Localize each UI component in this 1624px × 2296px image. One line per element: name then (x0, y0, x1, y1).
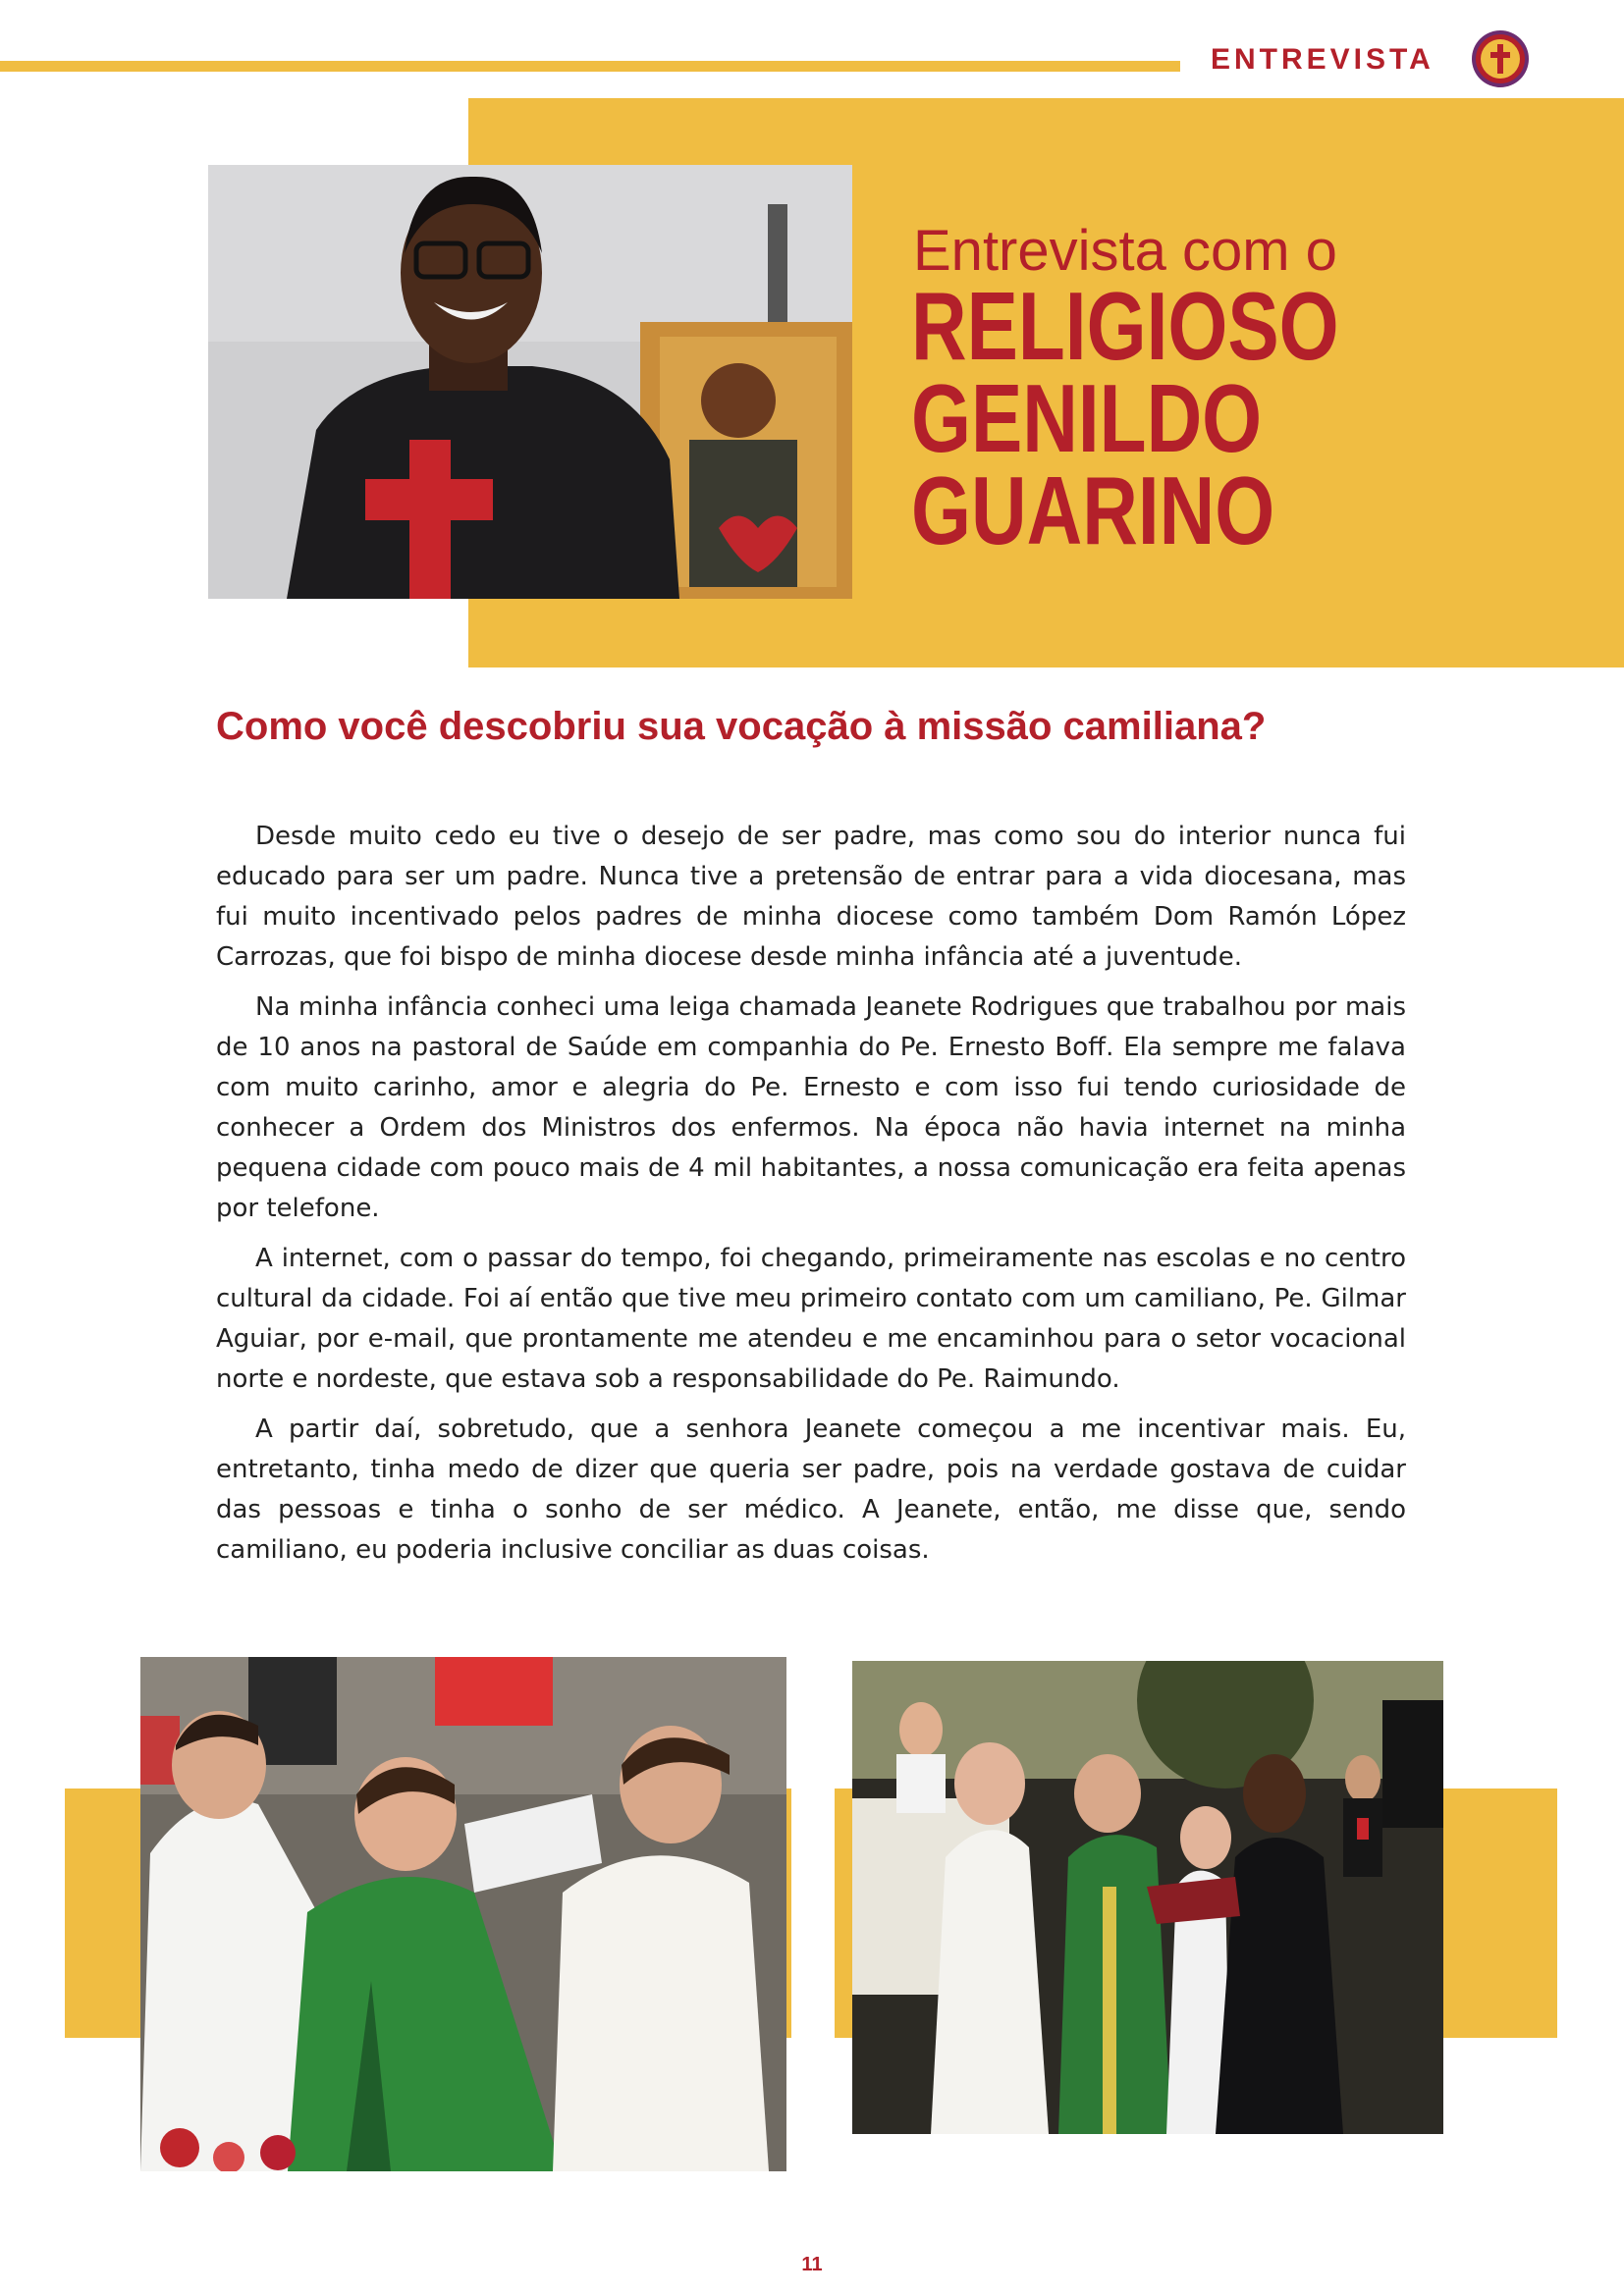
article-body (216, 817, 1406, 1580)
paragraph: A partir daí, sobretudo, que a senhora Jeanete começou a me incentivar mais. Eu, entretanto, tinha medo de dizer que queria ser padre, pois na verdade gostava de cuidar das pessoas e tinha o sonho de ser médico. A Jeanete, então, me disse que, sendo camiliano, eu poderia inclusive conciliar as duas coisas. (216, 1415, 1406, 1565)
ceremony-photo-left (140, 1657, 786, 2171)
hero-title-intro: Entrevista com o (913, 219, 1337, 283)
hero-title-name (911, 272, 1339, 564)
portrait-photo (208, 165, 852, 599)
hero-title-line-3: GUARINO (911, 456, 1275, 564)
section-label: ENTREVISTA (1211, 43, 1435, 76)
hero-title-line-1: RELIGIOSO (911, 272, 1339, 380)
interview-question: Como você descobriu sua vocação à missão camiliana? (216, 705, 1267, 748)
paragraph: Na minha infância conheci uma leiga chamada Jeanete Rodrigues que trabalhou por mais de 10 anos na pastoral de Saúde em companhia do Pe. Ernesto Boff. Ela sempre me falava com muito carinho, amor e alegria do Pe. Ernesto e com isso fui tendo curiosidade de conhecer a Ordem dos Ministros dos enfermos. Na época não havia internet na minha pequena cidade com pouco mais de 4 mil habitantes, a nossa comunicação era feita apenas por telefone. (216, 992, 1406, 1223)
hero-title-line-2: GENILDO (911, 364, 1263, 472)
ceremony-photo-right (852, 1661, 1443, 2134)
header-rule (0, 61, 1180, 72)
paragraph: Desde muito cedo eu tive o desejo de ser padre, mas como sou do interior nunca fui educado para ser um padre. Nunca tive a pretensão de entrar para a vida diocesana, mas fui muito incentivado pelos padres de minha diocese como também Dom Ramón López Carrozas, que foi bispo de minha diocese desde minha infância até a juventude. (216, 822, 1406, 972)
camillian-cross-emblem-icon (1471, 29, 1530, 88)
paragraph: A internet, com o passar do tempo, foi chegando, primeiramente nas escolas e no centro cultural da cidade. Foi aí então que tive meu primeiro contato com um camiliano, Pe. Gilmar Aguiar, por e-mail, que prontamente me atendeu e me encaminhou para o setor vocacional norte e nordeste, que estava sob a responsabilidade do Pe. Raimundo. (216, 1244, 1406, 1394)
page-number: 11 (801, 2254, 823, 2275)
